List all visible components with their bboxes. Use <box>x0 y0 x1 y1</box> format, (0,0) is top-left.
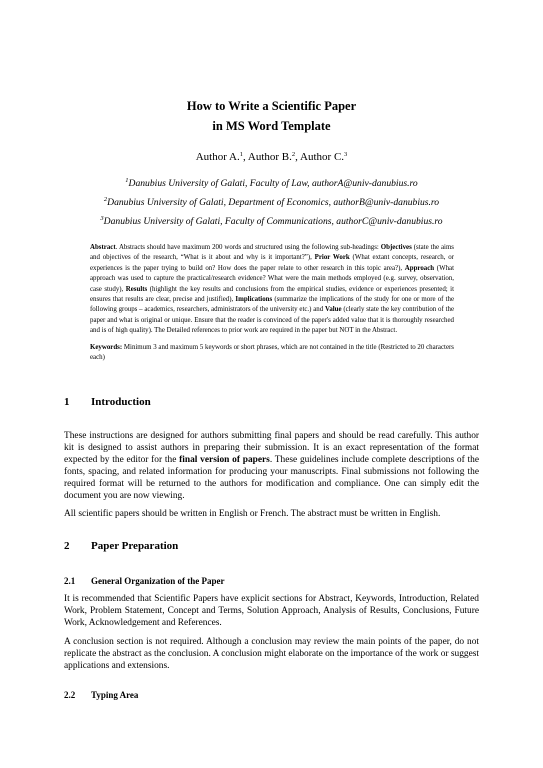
affiliation-2 <box>0 193 543 212</box>
title-line-2: in MS Word Template <box>212 119 331 133</box>
abstract-paragraph <box>90 243 454 337</box>
section-1-paragraph-1 <box>64 431 479 502</box>
value-text: (clearly state the key contribution of the paper and what is original or unique. Ensure that the reader is convinced of the paper's added value that it is thoroughly researched and is of high quality). The Detailed references to prior work are required in the paper but NOT in the Abstract. <box>90 306 454 335</box>
implications-text: (summarize the implications of the study for one or more of the following groups – academics, researchers, administrators of the university etc.) and <box>90 296 455 314</box>
section-2-number: 2 <box>64 540 70 552</box>
section-2-1-number: 2.1 <box>64 576 76 586</box>
affiliation-3-num: 3 <box>100 215 104 222</box>
approach-label: Approach <box>404 264 435 272</box>
affiliations <box>0 174 543 231</box>
author-b-sup: 2 <box>291 151 296 158</box>
paper-title <box>0 96 543 136</box>
section-2-2-number: 2.2 <box>64 690 76 700</box>
results-text: (highlight the key results and conclusions from the empirical studies, evidence or experiences presented; it ensures that results are clear, precise and justified), <box>90 285 454 304</box>
abstract-label: Abstract <box>90 244 116 251</box>
section-2-heading <box>64 540 178 552</box>
section-1-title: Introduction <box>91 396 151 408</box>
implications-label: Implications <box>235 296 273 304</box>
affiliation-2-num: 2 <box>103 196 108 203</box>
section-2-1-paragraph-1: It is recommended that Scientific Papers have explicit sections for Abstract, Keywords, Introduction, Related Work, Problem Statement, Concept and Terms, Solution Approach, Analysis of Results, Conclusions, Future Work, Acknowledgement and References. <box>64 594 479 628</box>
author-list <box>0 151 543 163</box>
intro-bold-text: final version of papers <box>179 454 270 465</box>
author-separator: , <box>295 151 301 163</box>
affiliation-3-text: Danubius University of Galati, Faculty of Communications, authorC@univ-danubius.ro <box>103 216 443 227</box>
affiliation-1 <box>0 174 543 193</box>
section-2-1-title: General Organization of the Paper <box>91 576 225 586</box>
objectives-text: (state the aims and objectives of the research, “What is it about and why is it important?”), <box>90 244 454 262</box>
objectives-label: Objectives <box>380 244 412 251</box>
value-label: Value <box>324 306 342 314</box>
intro-text-b: . These guidelines include complete descriptions of the fonts, spacing, and related information for producing your manuscripts. Final submissions not following the required format will be returned to the authors for modification and compliance. One can simply edit the document you are now viewing. <box>64 454 479 501</box>
author-b: Author B. <box>247 151 292 163</box>
section-1-paragraph-2: All scientific papers should be written in English or French. The abstract must be written in English. <box>64 509 441 520</box>
affiliation-2-text: Danubius University of Galati, Department of Economics, authorB@univ-danubius.ro <box>107 197 440 208</box>
intro-text-a: These instructions are designed for authors submitting final papers and should be read carefully. This author kit is designed to assist authors in preparing their submission. It is an exact representation of the format expected by the editor for the <box>64 431 479 465</box>
section-2-2-heading <box>64 690 138 700</box>
affiliation-1-text: Danubius University of Galati, Faculty of Law, authorA@univ-danubius.ro <box>128 178 418 189</box>
section-2-1-heading <box>64 576 224 586</box>
abstract-block <box>90 243 454 363</box>
title-line-1: How to Write a Scientific Paper <box>186 99 357 113</box>
abstract-intro: . Abstracts should have maximum 200 words and structured using the following sub-headings: <box>115 244 381 251</box>
prior-work-text: (What extant concepts, research, or experiences is the paper trying to build on? How does the paper relate to other research in this topic area?), <box>90 254 454 272</box>
approach-text: (What approach was used to capture the practical/research evidence? What were the main methods employed (e.g. survey, observation, case study), <box>90 264 454 293</box>
section-2-1-paragraph-2: A conclusion section is not required. Although a conclusion may review the main points of the paper, do not replicate the abstract as the conclusion. A conclusion might elaborate on the importance of the work or suggest applications and extensions. <box>64 636 479 671</box>
results-label: Results <box>125 285 148 293</box>
author-separator: , <box>242 151 248 163</box>
section-1-body <box>64 431 479 528</box>
keywords-text: Minimum 3 and maximum 5 keywords or short phrases, which are not contained in the title (Restricted to 20 characters each) <box>90 343 454 362</box>
section-1-number: 1 <box>64 396 70 408</box>
author-a-sup: 1 <box>239 151 243 158</box>
keywords-paragraph <box>90 343 454 364</box>
prior-work-label: Prior Work <box>314 254 350 262</box>
section-2-title: Paper Preparation <box>91 540 179 552</box>
author-c: Author C. <box>300 151 345 163</box>
section-2-2-title: Typing Area <box>91 690 139 700</box>
affiliation-1-num: 1 <box>125 177 129 184</box>
affiliation-3 <box>0 212 543 231</box>
author-c-sup: 3 <box>344 151 348 158</box>
section-2-1-body <box>64 594 479 679</box>
keywords-label: Keywords: <box>90 343 123 351</box>
section-1-heading <box>64 396 151 408</box>
author-a: Author A. <box>195 151 240 163</box>
